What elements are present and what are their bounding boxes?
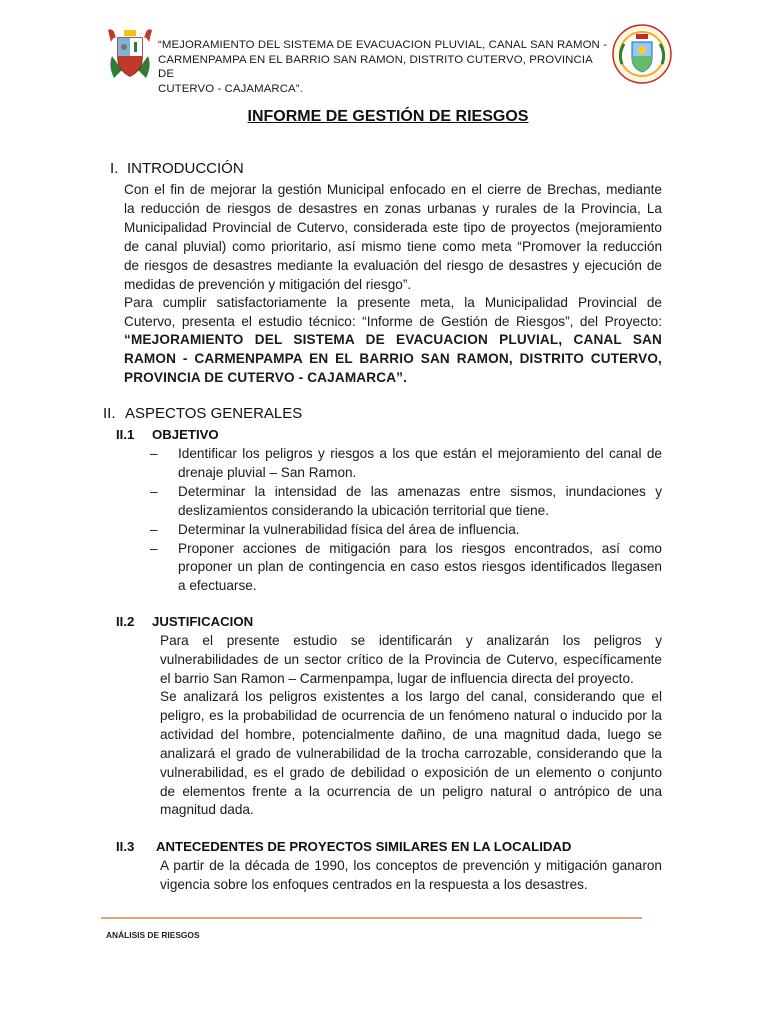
list-item xyxy=(150,521,662,540)
text-line: deslizamientos considerando la ubicación territorial que tiene. xyxy=(178,502,550,518)
section-title: INTRODUCCIÓN xyxy=(127,160,244,177)
document-title: INFORME DE GESTIÓN DE RIESGOS xyxy=(247,108,529,125)
text-line: Para el presente estudio se identificarán y analizarán los peligros y xyxy=(160,633,662,648)
subsection-heading-justificacion xyxy=(116,614,253,629)
text-line: Se analizará los peligros existentes a los largo del canal, considerando que el xyxy=(160,689,662,704)
footer-divider xyxy=(101,917,642,919)
text-line: de riesgos de desastres mediante la evaluación del riesgo de desastres y ejecución de xyxy=(124,257,662,273)
text-line: de elementos frente a la ocurrencia de un peligro natural o antrópico de una xyxy=(160,783,662,799)
text-line: Determinar la vulnerabilidad física del área de influencia. xyxy=(178,521,520,537)
section-number: II. xyxy=(103,405,116,422)
objectives-list xyxy=(150,445,662,596)
list-item xyxy=(150,483,662,521)
subsection-heading-objetivo xyxy=(116,427,219,442)
list-item xyxy=(150,540,662,597)
dash-bullet: – xyxy=(150,540,158,556)
header-line: CARMENPAMPA EN EL BARRIO SAN RAMON, DISTRITO CUTERVO, PROVINCIA DE xyxy=(158,53,593,80)
header-project-title xyxy=(158,38,608,96)
text-line: “MEJORAMIENTO DEL SISTEMA DE EVACUACION PLUVIAL, CANAL SAN xyxy=(124,332,662,347)
intro-paragraph-1 xyxy=(124,181,662,294)
subsection-heading-antecedentes xyxy=(116,839,571,854)
text-line: Con el fin de mejorar la gestión Municipal enfocado en el cierre de Brechas, mediante xyxy=(124,182,662,197)
text-line: Identificar los peligros y riesgos a los que están el mejoramiento del canal de xyxy=(178,446,662,461)
text-line: PROVINCIA DE CUTERVO - CAJAMARCA”. xyxy=(124,369,408,385)
intro-paragraph-2 xyxy=(124,294,662,332)
text-line: vulnerabilidades de un sector crítico de la Provincia de Cutervo, específicamente xyxy=(160,651,662,667)
text-line: Municipalidad Provincial de Cutervo, considerada este tipo de proyectos (mejoramiento xyxy=(124,219,662,235)
list-item xyxy=(150,445,662,483)
subsection-number: II.2 xyxy=(116,614,135,629)
section-title: ASPECTOS GENERALES xyxy=(125,405,303,422)
project-name-bold xyxy=(124,331,662,388)
cutervo-municipal-seal-icon xyxy=(612,24,672,84)
dash-bullet: – xyxy=(150,483,158,499)
text-line: proponer un plan de contingencia en caso estos riesgos identificados llegasen xyxy=(178,559,662,575)
text-line: de canal pluvial) como prioritario, así mismo tiene como meta “Promover la reducción xyxy=(124,238,662,254)
section-heading-introduccion xyxy=(110,160,244,177)
subsection-number: II.1 xyxy=(116,427,135,442)
footer-label: ANÁLISIS DE RIESGOS xyxy=(106,930,200,940)
subsection-number: II.3 xyxy=(116,839,135,854)
text-line: peligro, es la probabilidad de ocurrencia de un fenómeno natural o inducido por la xyxy=(160,707,662,723)
text-line: Proponer acciones de mitigación para los riesgos encontrados, así como xyxy=(178,540,662,556)
text-line: actividad del hombre, potencialmente dañino, de una magnitud dada, luego se xyxy=(160,726,662,742)
text-line: vigencia sobre los enfoques centrados en la respuesta a los desastres. xyxy=(160,876,588,892)
subsection-title: ANTECEDENTES DE PROYECTOS SIMILARES EN LA LOCALIDAD xyxy=(156,839,572,854)
text-line: a efectuarse. xyxy=(178,578,257,594)
text-line: Cutervo, presenta el estudio técnico: “Informe de Gestión de Riesgos”, del Proyecto: xyxy=(124,313,662,329)
section-heading-aspectos-generales xyxy=(103,405,302,422)
text-line: Determinar la intensidad de las amenazas entre sismos, inundaciones y xyxy=(178,483,662,499)
header-line: “MEJORAMIENTO DEL SISTEMA DE EVACUACION PLUVIAL, CANAL SAN RAMON - xyxy=(158,39,608,51)
text-line: vulnerabilidad, es el grado de debilidad o exposición de un elemento o conjunto xyxy=(160,764,662,780)
subsection-title: OBJETIVO xyxy=(152,427,219,442)
justificacion-paragraph-2 xyxy=(160,688,662,820)
section-number: I. xyxy=(110,160,119,177)
text-line: analizará el grado de vulnerabilidad de la trocha carrozable, considerando que la xyxy=(160,745,662,761)
dash-bullet: – xyxy=(150,446,158,461)
antecedentes-paragraph xyxy=(160,857,662,895)
header-line: CUTERVO - CAJAMARCA”. xyxy=(158,82,303,95)
text-line: drenaje pluvial – San Ramon. xyxy=(178,464,357,480)
text-line: Para cumplir satisfactoriamente la presente meta, la Municipalidad Provincial de xyxy=(124,295,662,310)
text-line: A partir de la década de 1990, los conceptos de prevención y mitigación ganaron xyxy=(160,858,662,873)
text-line: medidas de prevención y mitigación del riesgo”. xyxy=(124,276,412,292)
dash-bullet: – xyxy=(150,521,158,537)
text-line: RAMON - CARMENPAMPA EN EL BARRIO SAN RAMON, DISTRITO CUTERVO, xyxy=(124,350,662,366)
subsection-title: JUSTIFICACION xyxy=(152,614,254,629)
peru-coat-of-arms-icon xyxy=(108,26,152,82)
text-line: la reducción de riesgos de desastres en zonas urbanas y rurales de la Provincia, La xyxy=(124,200,662,216)
text-line: el barrio San Ramon – Carmenpampa, lugar de influencia directa del proyecto. xyxy=(160,670,634,686)
justificacion-paragraph-1 xyxy=(160,632,662,689)
text-line: magnitud dada. xyxy=(160,802,254,818)
